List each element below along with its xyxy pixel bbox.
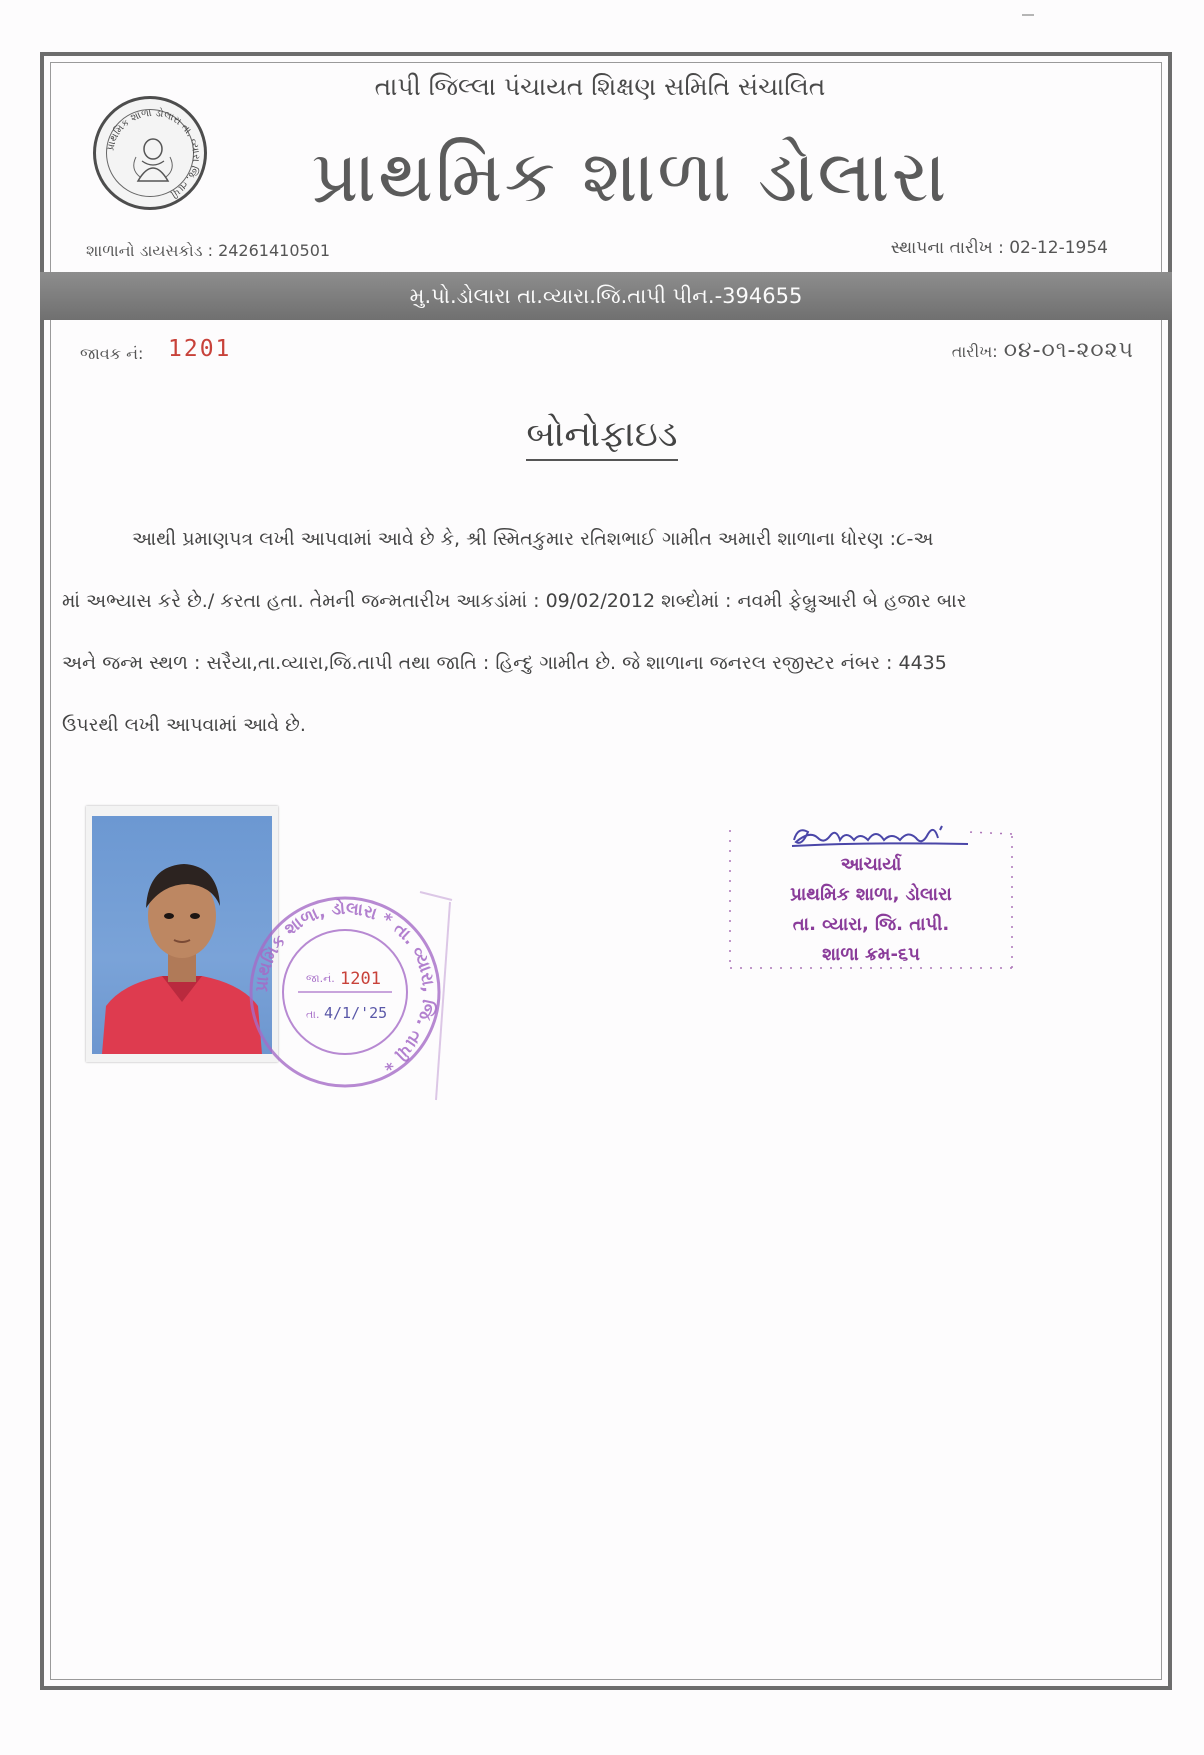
establishment-date: સ્થાપના તારીખ : 02-12-1954: [890, 238, 1108, 258]
outward-number-label: જાવક નં:: [80, 344, 144, 363]
signature-stamp-text: [728, 850, 1014, 970]
principal-signature-block: [728, 820, 1014, 970]
stamp-number-value: 1201: [340, 969, 381, 989]
stamp-date-value: 4/1/'25: [324, 1004, 388, 1022]
body-line-3: અને જન્મ સ્થળ : સરૈયા,તા.વ્યારા,જિ.તાપી તથા જાતિ : હિન્દુ ગામીત છે. જે શાળાના જનરલ રજીસ્ટર નંબર : 4435: [62, 652, 947, 674]
body-line-4: ઉપરથી લખી આપવામાં આવે છે.: [62, 714, 306, 736]
school-name-title: પ્રાથમિક શાળા ડોલારા: [311, 134, 949, 218]
issue-date-value: ૦૪-૦૧-૨૦૨૫: [1003, 338, 1134, 363]
signatory-school: પ્રાથમિક શાળા, ડોલારા: [790, 884, 952, 905]
signatory-school-number: શાળા ક્રમ-૬૫: [822, 944, 920, 965]
header-subtitle: તાપી જિલ્લા પંચાયત શિક્ષણ સમિતિ સંચાલિત: [374, 72, 826, 101]
signatory-designation: આચાર્યા: [840, 854, 902, 875]
body-line-2: માં અભ્યાસ કરે છે./ કરતા હતા. તેમની જન્મતારીખ આકડાંમાં : 09/02/2012 શબ્દોમાં : નવમી ફેબ્રુઆરી બે હજાર બાર: [62, 590, 967, 612]
certificate-body: [62, 508, 1142, 756]
document-title: [0, 414, 1204, 456]
address-bar: [40, 272, 1172, 320]
stamp-number-label: જા.નં.: [306, 972, 335, 985]
document-title-text: બોનોફાઇડ: [526, 414, 677, 461]
dise-code: શાળાનો ડાયસકોડ : 24261410501: [86, 241, 331, 260]
outward-number-value: 1201: [168, 336, 232, 362]
signatory-place: તા. વ્યારા, જિ. તાપી.: [792, 914, 950, 935]
issue-date-label: તારીખ:: [951, 342, 998, 361]
school-round-stamp: [240, 872, 470, 1122]
stamp-ring-text: પ્રાથમિક શાળા, ડોલારા * તા. વ્યારા, જિ. તાપી *: [251, 898, 439, 1075]
address-text: મુ.પો.ડોલારા તા.વ્યારા.જિ.તાપી પીન.-394655: [409, 283, 803, 308]
school-seal-logo: [93, 96, 207, 210]
signature-scribble: [788, 820, 988, 854]
seal-ring-text: પ્રાથમિક શાળા ડોલારા તા. વ્યારા જિ. તાપી: [105, 107, 202, 200]
top-mark: [1022, 14, 1034, 16]
stamp-date-label: તા.: [306, 1008, 320, 1021]
seal-graphic: [96, 99, 210, 213]
body-line-1: આથી પ્રમાણપત્ર લખી આપવામાં આવે છે કે, શ્રી સ્મિતકુમાર રતિશભાઈ ગામીત અમારી શાળાના ધોરણ :૮-અ: [132, 528, 934, 550]
issue-date: [952, 338, 1134, 363]
